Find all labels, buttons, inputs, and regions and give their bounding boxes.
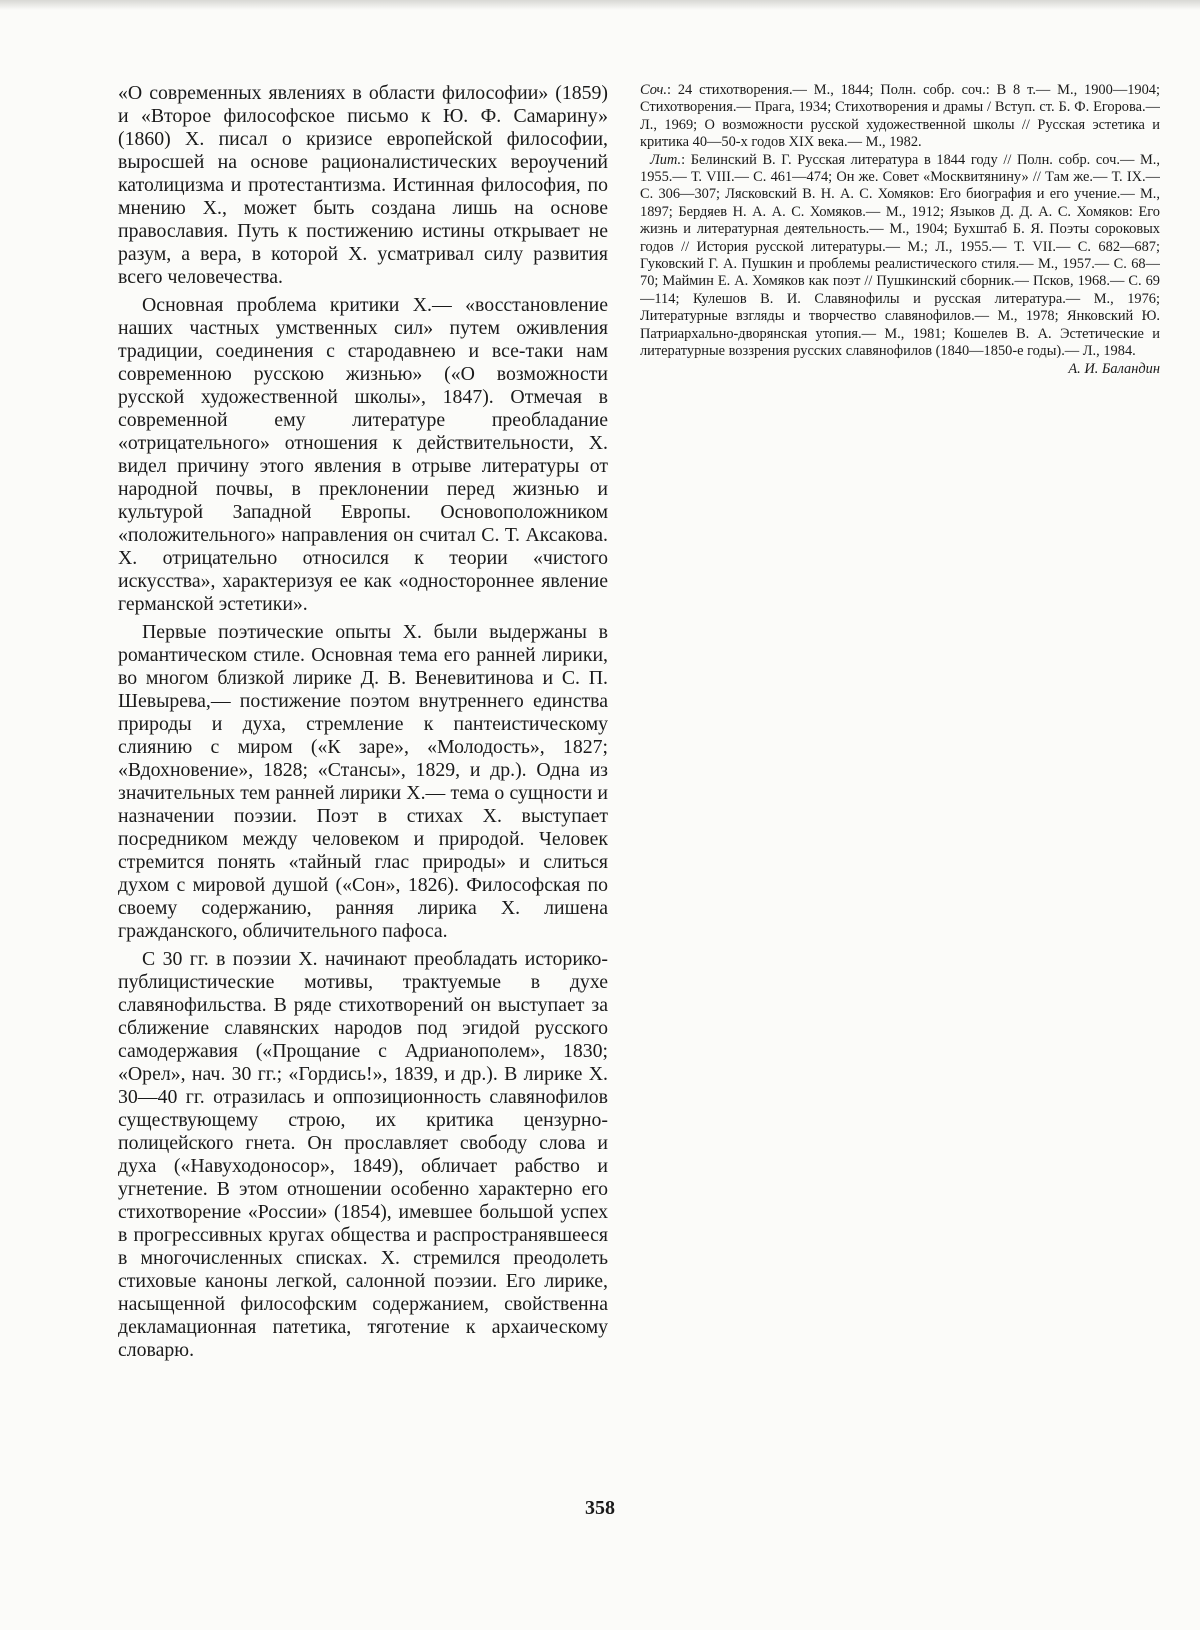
works-entry <box>640 82 1160 152</box>
bibliography-column <box>640 82 1160 502</box>
article-text-column <box>118 82 608 1502</box>
scan-top-edge <box>0 0 1200 10</box>
literature-entry <box>640 151 1160 377</box>
literature-text: : Белинский В. Г. Русская литература в 1844 году // Полн. собр. соч.— М., 1955.— Т. VIII.— С. 461—474; Он же. Совет «Москвитянину» // Там же.— Т. IX.— С. 306—307; Лясковский В. Н. А. С. Хомяков: Его биография и его учение.— М., 1897; Бердяев Н. А. А. С. Хомяков.— М., 1912; Языков Д. Д. А. С. Хомяков: Его жизнь и литературная деятельность.— М., 1904; Бухштаб Б. Я. Поэты сороковых годов // История русской литературы.— М.; Л., 1955.— Т. VII.— С. 682—687; Гуковский Г. А. Пушкин и проблемы реалистического стиля.— М., 1957.— С. 68—70; Маймин Е. А. Хомяков как поэт // Пушкинский сборник.— Псков, 1968.— С. 69—114; Кулешов В. И. Славянофилы и русская литература.— М., 1976; Литературные взгляды и творчество славянофилов.— М., 1978; Янковский Ю. Патриархально-дворянская утопия.— М., 1981; Кошелев В. А. Эстетические и литературные воззрения русских славянофилов (1840—1850-е годы).— Л., 1984. <box>640 151 1160 360</box>
article-author: А. И. Баландин <box>1068 360 1160 377</box>
works-label: Соч. <box>640 82 667 98</box>
literature-label: Лит. <box>650 151 682 168</box>
paragraph-philosophy: «О современных явлениях в области философии» (1859) и «Второе философское письмо к Ю. Ф. Самарину» (1860) Х. писал о кризисе европейской философии, выросшей на основе рационалистических вероучений католицизма и протестантизма. Истинная философия, по мнению Х., может быть создана лишь на основе православия. Путь к постижению истины открывает не разум, а вера, в которой Х. усматривал силу развития всего человечества. <box>118 82 608 288</box>
paragraph-criticism: Основная проблема критики Х.— «восстановление наших частных умственных сил» путем оживления традиции, соединения с стародавнею и все-таки нам современною русскою жизнью» («О возможности русской художественной школы», 1847). Отмечая в современной ему литературе преобладание «отрицательного» отношения к действительности, Х. видел причину этого явления в отрыве литературы от народной почвы, в преклонении перед жизнью и культурой Западной Европы. Основоположником «положительного» направления он считал С. Т. Аксакова. Х. отрицательно относился к теории «чистого искусства», характеризуя ее как «одностороннее явление германской эстетики». <box>118 294 608 615</box>
page-number: 358 <box>585 1497 615 1519</box>
paragraph-early-poetry: Первые поэтические опыты Х. были выдержаны в романтическом стиле. Основная тема его ранней лирики, во многом близкой лирике Д. В. Веневитинова и С. П. Шевырева,— постижение поэтом внутреннего единства природы и духа, стремление к пантеистическому слиянию с миром («К заре», «Молодость», 1827; «Вдохновение», 1828; «Стансы», 1829, и др.). Одна из значительных тем ранней лирики Х.— тема о сущности и назначении поэзии. Поэт в стихах Х. выступает посредником между человеком и природой. Человек стремится понять «тайный глас природы» и слиться духом с мировой душой («Сон», 1826). Философская по своему содержанию, ранняя лирика Х. лишена гражданского, обличительного пафоса. <box>118 621 608 942</box>
paragraph-later-poetry: С 30 гг. в поэзии Х. начинают преобладать историко-публицистические мотивы, трактуемые в духе славянофильства. В ряде стихотворений он выступает за сближение славянских народов под эгидой русского самодержавия («Прощание с Адрианополем», 1830; «Орел», нач. 30 гг.; «Гордись!», 1839, и др.). В лирике Х. 30—40 гг. отразилась и оппозиционность славянофилов существующему строю, их критика цензурно-полицейского гнета. Он прославляет свободу слова и духа («Навуходоносор», 1849), обличает рабство и угнетение. В этом отношении особенно характерно его стихотворение «России» (1854), имевшее большой успех в прогрессивных кругах общества и распространявшееся в многочисленных списках. Х. стремился преодолеть стиховые каноны легкой, салонной поэзии. Его лирике, насыщенной философским содержанием, свойственна декламационная патетика, тяготение к архаическому словарю. <box>118 948 608 1361</box>
works-text: : 24 стихотворения.— М., 1844; Полн. собр. соч.: В 8 т.— М., 1900—1904; Стихотворения.— Прага, 1934; Стихотворения и драмы / Вступ. ст. Б. Ф. Егорова.— Л., 1969; О возможности русской художественной школы // Русская эстетика и критика 40—50-х годов XIX века.— М., 1982. <box>640 82 1160 151</box>
